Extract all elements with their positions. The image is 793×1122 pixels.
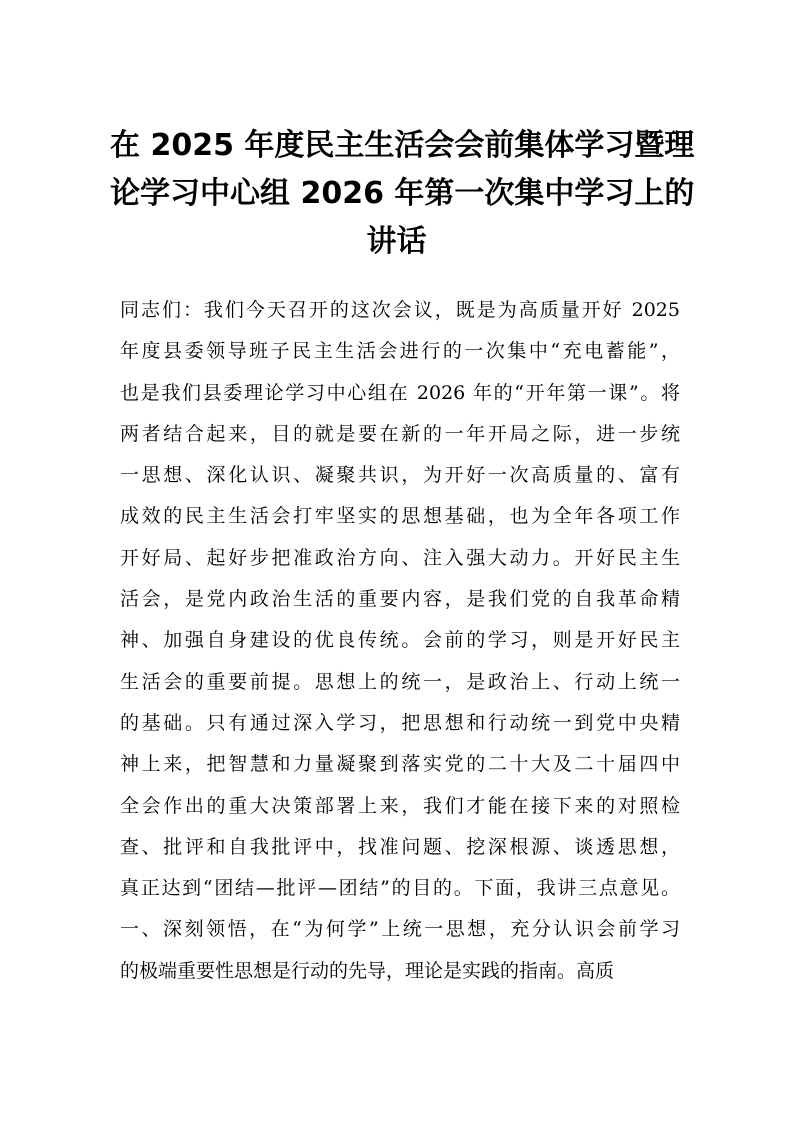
body-line: 查、批评和自我批评中，找准问题、挖深根源、谈透思想， — [120, 835, 680, 858]
title-line: 在 2025 年度民主生活会会前集体学习暨理 — [110, 128, 695, 163]
body-line: 成效的民主生活会打牢坚实的思想基础，也为全年各项工作 — [120, 505, 680, 528]
body-line: 一思想、深化认识、凝聚共识，为开好一次高质量的、富有 — [120, 464, 680, 487]
title-line: 论学习中心组 2026 年第一次集中学习上的 — [110, 176, 695, 211]
body-line: 的基础。只有通过深入学习，把思想和行动统一到党中央精 — [120, 711, 680, 734]
body-line: 生活会的重要前提。思想上的统一，是政治上、行动上统一 — [120, 670, 680, 693]
body-line: 两者结合起来，目的就是要在新的一年开局之际，进一步统 — [120, 422, 680, 445]
body-line: 真正达到“团结—批评—团结”的目的。下面，我讲三点意见。 — [120, 877, 680, 900]
section-heading-line: 一、深刻领悟，在“为何学”上统一思想，充分认识会前学习 — [120, 918, 680, 941]
body-line: 活会，是党内政治生活的重要内容，是我们党的自我革命精 — [120, 588, 680, 611]
body-line: 同志们：我们今天召开的这次会议，既是为高质量开好 2025 — [120, 299, 680, 321]
body-line: 也是我们县委理论学习中心组在 2026 年的“开年第一课”。将 — [120, 381, 680, 404]
document-title — [110, 122, 695, 266]
body-line: 神、加强自身建设的优良传统。会前的学习，则是开好民主 — [120, 629, 680, 652]
body-line: 神上来，把智慧和力量凝聚到落实党的二十大及二十届四中 — [120, 753, 680, 776]
body-line: 开好局、起好步把准政治方向、注入强大动力。开好民主生 — [120, 546, 680, 569]
body-line: 的极端重要性思想是行动的先导，理论是实践的指南。高质 — [120, 959, 615, 982]
body-line: 年度县委领导班子民主生活会进行的一次集中“充电蓄能”， — [120, 340, 680, 363]
document-body — [120, 290, 680, 992]
title-line: 讲话 — [366, 224, 427, 259]
body-line: 全会作出的重大决策部署上来，我们才能在接下来的对照检 — [120, 794, 680, 817]
